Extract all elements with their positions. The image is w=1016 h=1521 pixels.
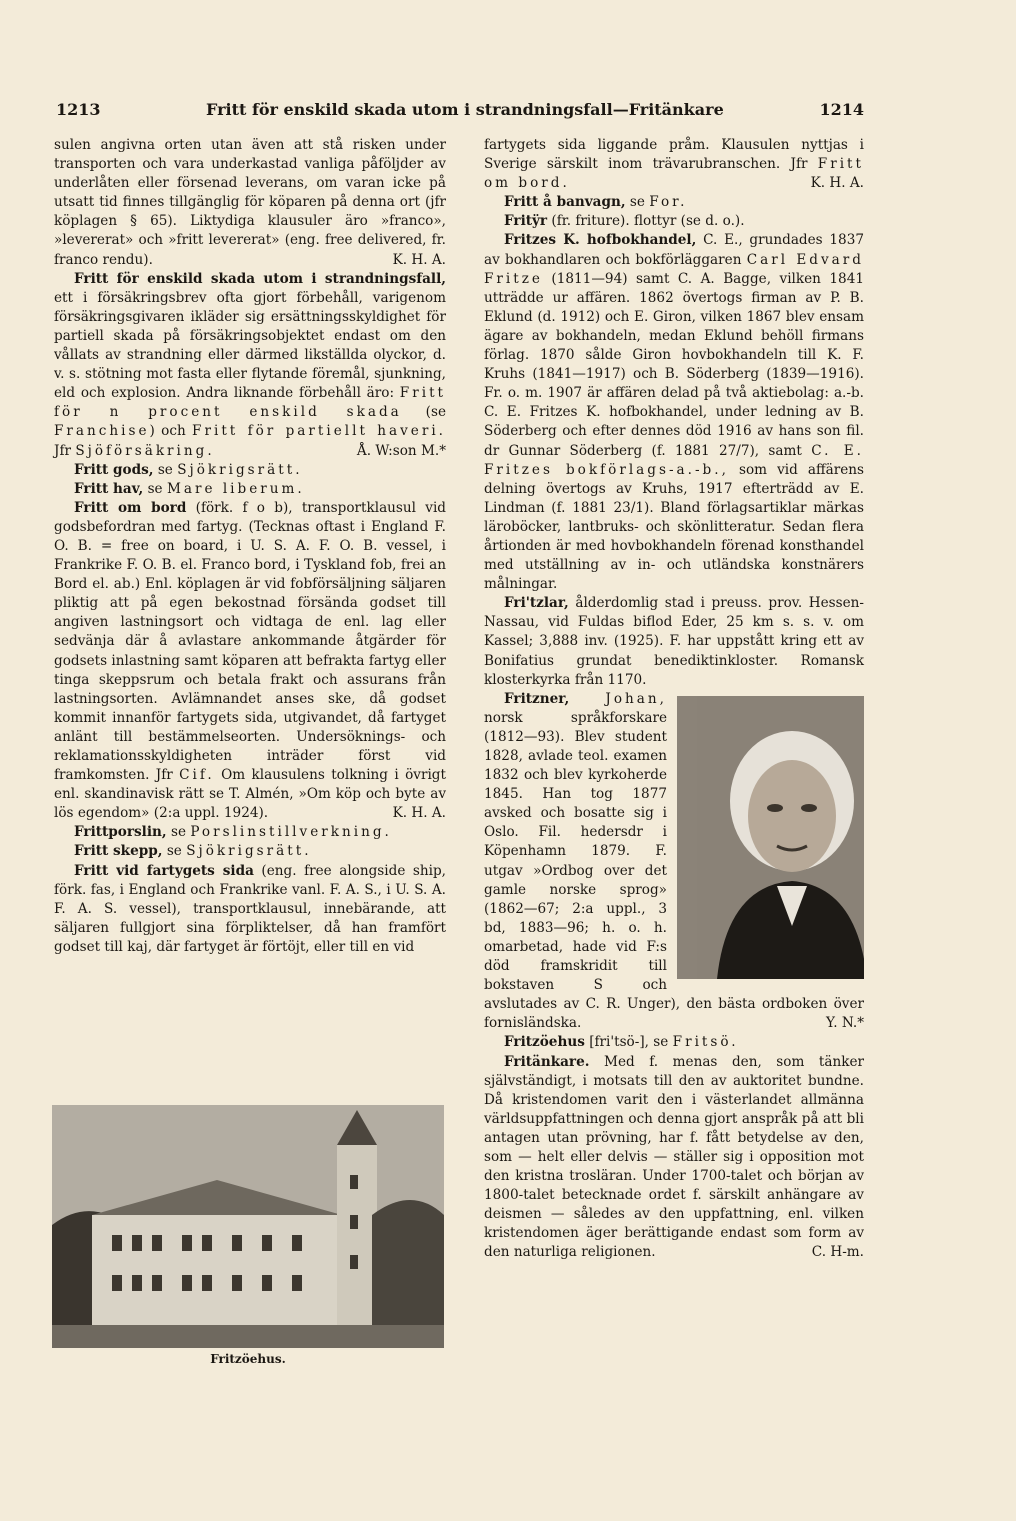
- page-number-left: 1213: [56, 100, 101, 119]
- entry-fritt-om-bord: Fritt om bord (förk. f o b), transportklausul vid godsbefordran med fartyg. (Tecknas oftast i England F. O. B. = free on board, i U. S. A. F. O. B. vessel, i Frankrike F. O. B. el. Franco bord, i Tyskland fob, frei an Bord el. ab.) Enl. köplagen är vid fobförsäljning säljaren pliktig att på egen bekostnad försända godset till angiven lastningsort och vidtaga de enl. lag eller sedvänja där å avlastare ankommande åtgärder för godsets inlastning samt köparen att befrakta fartyg eller tinga skeppsrum och betala frakt och assurans från lastningsorten. Avlämnandet anses ske, då godset kommit innanför fartygets sida, utgivandet, då fartyget anlänt till bestämmelseorten. Undersöknings- och reklamationsskyldigheten inträder först vid framkomsten. Jfr Cif. Om klausulens tolkning i övrigt enl. skandinavisk rätt se T. Almén, »Om köp och byte av lös egendom» (2:a uppl. 1924). K. H. A.: [54, 499, 447, 822]
- entry-fritt-gods: Fritt gods, se Sjökrigsrätt.: [74, 461, 303, 478]
- building-illustration: [52, 1105, 444, 1348]
- entry-fritzes-hofbokhandel: Fritzes K. hofbokhandel, C. E., grundades 1837 av bokhandlaren och bokförläggaren Carl Edvard Fritze (1811—94) samt C. A. Bagge, vilken 1841 utträdde ur affären. 1862 övertogs firman av P. B. Eklund (d. 1912) och E. Giron, vilken 1867 blev ensam ägare av bokhandeln, medan Eklund behöll firmans förlag. 1870 sålde Giron hovbokhandeln till K. F. Kruhs (1841—1917) och B. Söderberg (1839—1916). Fr. o. m. 1907 är affären delad på två aktiebolag: a.-b. C. E. Fritzes K. hofbokhandel, under ledning av B. Söderberg och efter dennes död 1916 av hans son fil. dr Gunnar Söderberg (f. 1881 27/7), samt C. E. Fritzes bokförlags-a.-b., som vid affärens delning övertogs av Kruhs, 1917 efterträdd av E. Lindman (f. 1881 23/1). Bland förlagsartiklar märkas läroböcker, lantbruks- och skönlitteratur. Sedan flera årtionden är med hovbokhandeln förenad konsthandel med utställning av in- och utländska konstnärers målningar.: [484, 232, 865, 593]
- entry-fritt-vid-fartygets-sida: Fritt vid fartygets sida (eng. free alongside ship, förk. fas, i England och Frankrike vanl. F. A. S., i U. S. A. F. A. S. vessel), transportklausul, innebärande, att säljaren fullgjort sina förpliktelser, då han framfört godset till kaj, där fartyget är förtöjt, eller till en vid: [54, 862, 446, 955]
- paragraph: sulen angivna orten utan även att stå risken under transporten och vara underkastad vanliga påföljder av underlåten eller försenad leverans, om varan icke på utsatt tid finnes tillgänglig för köparen på denna ort (jfr köplagen § 65). Liktydiga klausuler äro »franco», »levererat» och »fritt levererat» (eng. free delivered, fr. franco rendu). K. H. A.: [54, 137, 446, 268]
- entry-fritt-a-banvagn: Fritt å banvagn, se For.: [504, 194, 688, 211]
- entry-fritankare: Fritänkare. Med f. menas den, som tänker självständigt, i motsats till den av auktoritet bundne. Då kristendomen varit den i västerlandet allmänna världsuppfattningen och denna gjort anspråk på att bli antagen utan prövning, har f. fått betydelse av den, som — helt eller delvis — ställer sig i opposition mot den kristna trosläran. Under 1700-talet och början av 1800-talet betecknade ordet f. särskilt anhängare av deismen — således av den uppfattning, enl. vilken kristendomen äger berättigande endast som form av den naturliga religionen. C. H-m.: [484, 1053, 864, 1261]
- page-header: [56, 100, 864, 122]
- entry-frittporslin: Frittporslin, se Porslinstillverkning.: [74, 824, 392, 841]
- left-column: [54, 136, 446, 957]
- photo-caption: Fritzöehus.: [210, 1352, 286, 1366]
- entry-fritzner: Fritzner, Johan, norsk språkforskare (1812—93). Blev student 1828, avlade teol. examen 1832 och blev kyrkoherde 1845. Han tog 1877 avsked och bosatte sig i Oslo. Fil. hedersdr i Köpenhamn 1879. F. utgav »Ordbog over det gamle norske sprog» (1862—67; 2:a uppl., 3 bd, 1883—96; h. o. h. omarbetad, hade vid F:s död framskridit till bokstaven S och avslutades av C. R. Unger), den bästa ordboken över fornisländska. Y. N.*: [484, 690, 864, 1034]
- fritzner-portrait: [677, 696, 864, 979]
- running-title: Fritt för enskild skada utom i strandningsfall—Fritänkare: [206, 100, 724, 119]
- right-column: [484, 136, 864, 1263]
- paragraph: fartygets sida liggande pråm. Klausulen nyttjas i Sverige särskilt inom trävarubranschen. Jfr Fritt om bord. K. H. A.: [484, 137, 864, 192]
- entry-fritzoehus: Fritzöehus [fri'tsö-], se Fritsö.: [504, 1034, 739, 1051]
- entry-fritt-hav: Fritt hav, se Mare liberum.: [74, 480, 305, 497]
- entry-fritzlar: Fri'tzlar, ålderdomlig stad i preuss. prov. Hessen-Nassau, vid Fuldas biflod Eder, 25 km s. s. v. om Kassel; 3,888 inv. (1925). F. har uppstått kring ett av Bonifatius grundat benediktinkloster. Romansk klosterkyrka från 1170.: [484, 595, 864, 688]
- fritzoehus-photo: [52, 1105, 444, 1348]
- entry-fritt-enskild-skada: Fritt för enskild skada utom i strandningsfall, ett i försäkringsbrev ofta gjort förbehåll, varigenom försäkringsgivaren ikläder sig ersättningsskyldighet för partiell skada på försäkringsobjektet endast om den vållats av strandning eller därmed likställda olyckor, d. v. s. stötning mot fasta eller flytande föremål, sjunkning, eld och explosion. Andra liknande förbehåll äro: Fritt för n procent enskild skada (se Franchise) och Fritt för partiellt haveri. Jfr Sjöförsäkring. Å. W:son M.*: [54, 270, 447, 459]
- entry-fritt-skepp: Fritt skepp, se Sjökrigsrätt.: [74, 843, 312, 860]
- portrait-illustration: [697, 696, 864, 979]
- entry-frityr: Fritÿr (fr. friture). flottyr (se d. o.).: [504, 213, 745, 230]
- page-number-right: 1214: [819, 100, 864, 119]
